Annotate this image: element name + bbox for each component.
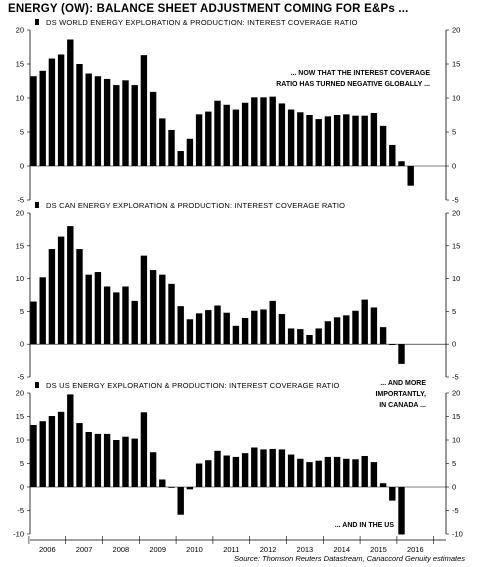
panel-3 — [13, 380, 463, 539]
bar — [251, 311, 257, 344]
bar — [371, 462, 377, 487]
y-tick-label-left: 5 — [19, 459, 24, 468]
y-tick-label-right: 15 — [452, 59, 461, 69]
bar — [205, 112, 211, 166]
bar — [334, 115, 340, 166]
y-tick-label-right: 0 — [452, 161, 457, 171]
chart-annotation: ... AND IN THE US — [334, 522, 394, 529]
bar — [49, 249, 55, 344]
bar — [196, 464, 202, 488]
bar — [168, 284, 174, 344]
panel-2 — [16, 201, 461, 382]
x-tick-label: 2016 — [406, 545, 424, 554]
bar — [187, 319, 193, 344]
bar — [178, 151, 184, 166]
y-tick-label-right: -5 — [452, 372, 459, 382]
bar — [352, 459, 358, 487]
bar — [251, 97, 257, 166]
bar — [362, 300, 368, 345]
y-tick-label-right: -5 — [452, 506, 459, 515]
bar — [242, 318, 248, 344]
bar — [352, 311, 358, 344]
bar — [122, 437, 128, 487]
bar — [380, 327, 386, 344]
y-tick-label-left: 10 — [15, 274, 24, 284]
y-tick-label-left: -5 — [17, 372, 24, 382]
bar — [159, 118, 165, 166]
y-tick-label-right: 20 — [452, 25, 461, 35]
bar — [242, 453, 248, 487]
bar — [279, 314, 285, 344]
bar — [150, 92, 156, 166]
bar — [49, 59, 55, 166]
bar — [141, 256, 147, 345]
bar — [306, 335, 312, 344]
bar — [325, 321, 331, 344]
y-tick-label-left: 15 — [15, 59, 24, 69]
chart-annotation: ... NOW THAT THE INTEREST COVERAGE — [290, 70, 430, 77]
legend-swatch — [35, 202, 39, 208]
bar — [132, 439, 138, 487]
bar — [251, 448, 257, 487]
bar — [178, 306, 184, 344]
x-tick-label: 2006 — [38, 545, 56, 554]
y-tick-label-right: 0 — [452, 339, 457, 349]
bar — [288, 110, 294, 166]
y-tick-label-right: -5 — [452, 195, 459, 205]
bar — [297, 459, 303, 487]
bar — [58, 54, 64, 166]
bar — [67, 40, 73, 166]
bar — [224, 456, 230, 487]
y-tick-label-right: 10 — [452, 274, 461, 284]
bar — [67, 394, 73, 487]
bar — [58, 237, 64, 345]
y-tick-label-left: 10 — [15, 93, 24, 103]
bar — [297, 112, 303, 166]
bar — [306, 115, 312, 166]
bar — [86, 275, 92, 345]
bar — [76, 64, 82, 166]
bar — [168, 130, 174, 166]
bar — [260, 309, 266, 344]
y-tick-label-left: 0 — [19, 339, 24, 349]
bar — [214, 451, 220, 487]
bar — [214, 101, 220, 166]
bar — [40, 277, 46, 344]
bar — [334, 457, 340, 487]
bar — [242, 103, 248, 166]
bar — [343, 315, 349, 344]
bar — [113, 440, 119, 487]
y-tick-label-right: 5 — [452, 306, 457, 316]
bar — [40, 71, 46, 166]
bar — [159, 275, 165, 345]
bar — [352, 116, 358, 166]
bar — [86, 74, 92, 166]
bar — [86, 432, 92, 487]
bar — [132, 85, 138, 166]
y-tick-label-left: 5 — [19, 306, 24, 316]
panel-title: DS CAN ENERGY EXPLORATION & PRODUCTION: INTEREST COVERAGE RATIO — [46, 201, 346, 210]
bar — [270, 97, 276, 166]
bar — [76, 423, 82, 487]
chart-annotation: IN CANADA ... — [379, 402, 426, 409]
bar — [150, 270, 156, 344]
y-tick-label-right: 15 — [452, 241, 461, 251]
bar — [205, 310, 211, 344]
y-tick-label-left: 10 — [15, 435, 24, 445]
bar — [159, 479, 165, 487]
bar — [389, 145, 395, 166]
bar — [141, 55, 147, 166]
x-tick-label: 2015 — [370, 545, 387, 554]
bar — [334, 317, 340, 344]
y-tick-label-left: 20 — [15, 388, 24, 398]
bar — [187, 487, 193, 489]
bar — [178, 487, 184, 515]
bar — [371, 113, 377, 166]
bar — [270, 301, 276, 344]
bar — [362, 456, 368, 487]
x-tick-label: 2013 — [296, 545, 314, 554]
bar — [58, 412, 64, 487]
bar — [132, 301, 138, 344]
chart-annotation: ... AND MORE — [380, 380, 426, 387]
panel-1 — [16, 18, 461, 205]
source-note: Source: Thomson Reuters Datastream, Canaccord Genuity estimates — [234, 554, 465, 563]
bar — [104, 79, 110, 166]
bar — [104, 286, 110, 344]
bar — [362, 116, 368, 166]
bar — [224, 313, 230, 344]
bar — [30, 76, 36, 166]
y-tick-label-right: 0 — [452, 482, 457, 492]
bar — [408, 166, 414, 186]
x-tick-label: 2014 — [333, 545, 351, 554]
y-tick-label-right: 15 — [452, 412, 461, 421]
bar — [288, 328, 294, 344]
bar — [67, 226, 73, 344]
y-tick-label-left: 20 — [15, 208, 24, 218]
bar — [187, 139, 193, 166]
bar — [233, 457, 239, 487]
y-tick-label-right: 10 — [452, 435, 461, 445]
y-tick-label-left: 0 — [19, 482, 24, 492]
bar — [325, 457, 331, 487]
bar — [40, 421, 46, 487]
legend-swatch — [35, 19, 39, 25]
y-tick-label-left: -5 — [17, 506, 24, 515]
bar — [316, 119, 322, 166]
bar — [122, 286, 128, 344]
bar — [398, 487, 404, 534]
bar — [389, 487, 395, 501]
x-tick-label: 2007 — [75, 545, 93, 554]
bar — [389, 344, 395, 345]
y-tick-label-right: 5 — [452, 127, 457, 137]
x-tick-label: 2010 — [186, 545, 203, 554]
bar — [49, 416, 55, 487]
bar — [306, 462, 312, 487]
bar — [95, 434, 101, 487]
y-tick-label-right: -10 — [452, 529, 463, 539]
bar — [196, 114, 202, 166]
bar — [233, 326, 239, 344]
bar — [30, 425, 36, 487]
bar — [260, 449, 266, 487]
bar — [104, 434, 110, 487]
bar — [113, 292, 119, 344]
bar — [288, 455, 294, 487]
x-tick-label: 2011 — [223, 545, 240, 554]
y-tick-label-left: -10 — [13, 529, 24, 539]
bar — [113, 85, 119, 166]
x-tick-label: 2012 — [259, 545, 277, 554]
bar — [398, 161, 404, 166]
bar — [343, 114, 349, 166]
chart-annotation: RATIO HAS TURNED NEGATIVE GLOBALLY ... — [276, 81, 430, 88]
y-tick-label-left: 15 — [15, 241, 24, 251]
y-tick-label-left: 20 — [15, 25, 24, 35]
bar — [279, 103, 285, 166]
bar — [297, 329, 303, 344]
x-tick-label: 2008 — [112, 545, 130, 554]
y-tick-label-right: 20 — [452, 388, 461, 398]
x-tick-label: 2009 — [149, 545, 167, 554]
bar — [150, 452, 156, 487]
bar — [316, 461, 322, 487]
chart-annotation: IMPORTANTLY, — [375, 391, 426, 398]
page-title: ENERGY (OW): BALANCE SHEET ADJUSTMENT COMING FOR E&Ps ... — [8, 3, 409, 15]
bar — [380, 483, 386, 487]
bar — [371, 307, 377, 344]
bar — [76, 249, 82, 344]
y-tick-label-right: 5 — [452, 459, 457, 468]
bar — [122, 80, 128, 166]
bar — [260, 97, 266, 166]
bar — [95, 272, 101, 344]
panel-title: DS WORLD ENERGY EXPLORATION & PRODUCTION: INTEREST COVERAGE RATIO — [46, 18, 358, 27]
y-tick-label-right: 10 — [452, 93, 461, 103]
bar — [95, 76, 101, 166]
bar — [196, 313, 202, 344]
bar — [141, 412, 147, 487]
bar — [380, 126, 386, 166]
bar — [270, 449, 276, 487]
bar — [325, 116, 331, 166]
y-tick-label-right: 20 — [452, 208, 461, 218]
y-tick-label-left: 15 — [15, 412, 24, 421]
y-tick-label-left: -5 — [17, 195, 24, 205]
y-tick-label-left: 0 — [19, 161, 24, 171]
panel-title: DS US ENERGY EXPLORATION & PRODUCTION: INTEREST COVERAGE RATIO — [46, 381, 340, 390]
bar — [205, 460, 211, 487]
legend-swatch — [35, 382, 39, 388]
y-tick-label-left: 5 — [19, 127, 24, 137]
bar — [224, 105, 230, 166]
bar — [30, 302, 36, 345]
bar — [279, 449, 285, 487]
bar — [214, 305, 220, 344]
bar — [343, 459, 349, 487]
bar — [168, 487, 174, 488]
bar — [316, 328, 322, 344]
bar — [398, 344, 404, 364]
bar — [233, 110, 239, 166]
